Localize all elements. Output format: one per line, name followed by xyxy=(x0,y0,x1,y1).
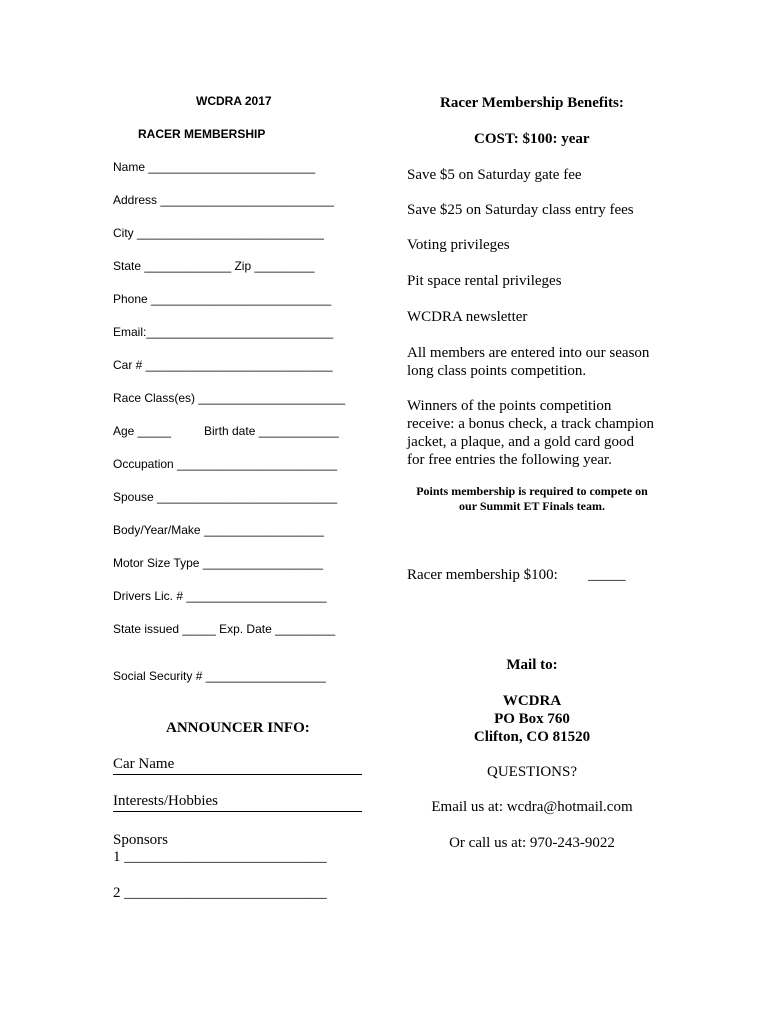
interests-line[interactable] xyxy=(113,811,362,812)
benefit-gate-fee: Save $5 on Saturday gate fee xyxy=(407,167,582,183)
birth-date-field[interactable]: Birth date ____________ xyxy=(204,424,339,438)
sponsors-label: Sponsors xyxy=(113,832,169,848)
name-field[interactable]: Name _________________________ xyxy=(113,160,316,174)
city-field[interactable]: City ____________________________ xyxy=(113,226,324,240)
benefit-class-entry: Save $25 on Saturday class entry fees xyxy=(407,202,634,218)
cost-line: COST: $100: year xyxy=(474,131,590,147)
racer-membership-blank[interactable]: _____ xyxy=(588,567,626,583)
state-zip-field[interactable]: State _____________ Zip _________ xyxy=(113,259,315,273)
mail-address-line-1: WCDRA xyxy=(502,693,562,709)
state-issued-exp-field[interactable]: State issued _____ Exp. Date _________ xyxy=(113,622,336,636)
season-points-line-2: long class points competition. xyxy=(407,363,587,379)
email-contact-line: Email us at: wcdra@hotmail.com xyxy=(431,799,633,815)
email-field[interactable]: Email:____________________________ xyxy=(113,325,334,339)
questions-heading: QUESTIONS? xyxy=(487,764,577,780)
sponsor-1-field[interactable]: 1 ___________________________ xyxy=(113,849,327,865)
occupation-field[interactable]: Occupation ________________________ xyxy=(113,457,338,471)
benefits-heading: Racer Membership Benefits: xyxy=(440,95,624,111)
racer-membership-label: Racer membership $100: xyxy=(407,567,558,583)
phone-field[interactable]: Phone ___________________________ xyxy=(113,292,332,306)
race-class-field[interactable]: Race Class(es) ______________________ xyxy=(113,391,346,405)
winners-line-2: receive: a bonus check, a track champion xyxy=(407,416,654,432)
mail-to-heading: Mail to: xyxy=(506,657,558,673)
mail-address-line-3: Clifton, CO 81520 xyxy=(473,729,591,745)
season-points-line-1: All members are entered into our season xyxy=(407,345,650,361)
winners-line-3: jacket, a plaque, and a gold card good xyxy=(407,434,634,450)
points-note-line-1: Points membership is required to compete on xyxy=(416,484,648,498)
points-note-line-2: our Summit ET Finals team. xyxy=(459,499,605,513)
winners-line-1: Winners of the points competition xyxy=(407,398,612,414)
body-year-make-field[interactable]: Body/Year/Make __________________ xyxy=(113,523,325,537)
car-name-line[interactable] xyxy=(113,774,362,775)
mail-address-line-2: PO Box 760 xyxy=(494,711,570,727)
motor-size-type-field[interactable]: Motor Size Type __________________ xyxy=(113,556,323,570)
interests-label: Interests/Hobbies xyxy=(113,793,218,809)
car-name-label: Car Name xyxy=(113,756,175,772)
benefit-newsletter: WCDRA newsletter xyxy=(407,309,528,325)
car-number-field[interactable]: Car # ____________________________ xyxy=(113,358,333,372)
sponsor-2-field[interactable]: 2 ___________________________ xyxy=(113,885,327,901)
form-title: WCDRA 2017 xyxy=(196,94,272,108)
benefit-pit-space: Pit space rental privileges xyxy=(407,273,562,289)
address-field[interactable]: Address __________________________ xyxy=(113,193,334,207)
form-subtitle: RACER MEMBERSHIP xyxy=(138,127,266,141)
benefit-voting: Voting privileges xyxy=(407,237,510,253)
spouse-field[interactable]: Spouse ___________________________ xyxy=(113,490,338,504)
phone-contact-line: Or call us at: 970-243-9022 xyxy=(449,835,615,851)
drivers-license-field[interactable]: Drivers Lic. # _____________________ xyxy=(113,589,327,603)
announcer-heading: ANNOUNCER INFO: xyxy=(166,720,310,736)
age-field[interactable]: Age _____ xyxy=(113,424,172,438)
ssn-field[interactable]: Social Security # __________________ xyxy=(113,669,326,683)
winners-line-4: for free entries the following year. xyxy=(407,452,612,468)
